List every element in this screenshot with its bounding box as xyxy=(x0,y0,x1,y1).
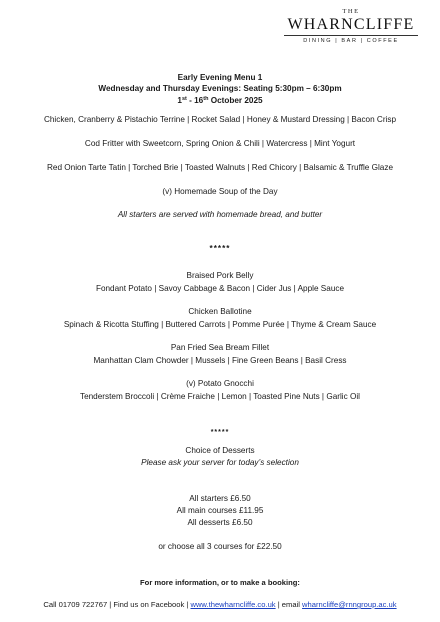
logo-tagline: DINING | BAR | COFFEE xyxy=(303,38,399,44)
logo-divider xyxy=(284,35,418,36)
date-end: October 2025 xyxy=(208,96,263,105)
date-day1: 1 xyxy=(177,96,182,105)
starter-item: Cod Fritter with Sweetcorn, Spring Onion & Chili | Watercress | Mint Yogurt xyxy=(84,139,356,148)
desserts-note: Please ask your server for today’s selection xyxy=(141,458,299,467)
price-desserts: All desserts £6.50 xyxy=(187,518,253,527)
footer-call: Call 01709 722767 | Find us on Facebook | xyxy=(43,600,191,609)
date-mid: - 16 xyxy=(186,96,204,105)
logo-the: THE xyxy=(342,8,360,15)
date-sup2: th xyxy=(203,96,209,102)
starters-note: All starters are served with homemade bread, and butter xyxy=(117,210,323,219)
main-desc: Fondant Potato | Savoy Cabbage & Bacon | Cider Jus | Apple Sauce xyxy=(95,284,345,293)
main-desc: Manhattan Clam Chowder | Mussels | Fine Green Beans | Basil Cress xyxy=(93,356,347,365)
price-combo: or choose all 3 courses for £22.50 xyxy=(158,542,282,551)
section-separator: ***** xyxy=(209,244,231,253)
main-name: Braised Pork Belly xyxy=(186,271,254,280)
main-name: Chicken Ballotine xyxy=(188,307,252,316)
starter-item: Chicken, Cranberry & Pistachio Terrine | Rocket Salad | Honey & Mustard Dressing | Bacon Crisp xyxy=(43,115,397,124)
section-separator: ***** xyxy=(210,429,230,436)
menu-title: Early Evening Menu 1 xyxy=(177,73,263,82)
price-mains: All main courses £11.95 xyxy=(176,506,264,515)
wharncliffe-logo xyxy=(280,8,422,45)
logo-name: WHARNCLIFFE xyxy=(287,16,415,33)
footer-contact xyxy=(0,599,440,610)
main-desc: Tenderstem Broccoli | Crème Fraiche | Lemon | Toasted Pine Nuts | Garlic Oil xyxy=(79,392,360,401)
footer-heading: For more information, or to make a booking: xyxy=(140,578,300,587)
website-link[interactable]: www.thewharncliffe.co.uk xyxy=(190,600,276,609)
menu-subtitle: Wednesday and Thursday Evenings: Seating 5:30pm – 6:30pm xyxy=(98,84,342,93)
date-sup1: st xyxy=(181,96,187,102)
footer-email-prefix: | email xyxy=(275,600,303,609)
starter-item: (v) Homemade Soup of the Day xyxy=(162,187,278,196)
price-starters: All starters £6.50 xyxy=(189,494,251,503)
desserts-title: Choice of Desserts xyxy=(185,446,255,455)
email-link[interactable]: wharncliffe@rnngroup.ac.uk xyxy=(302,600,397,609)
main-name: Pan Fried Sea Bream Fillet xyxy=(170,343,270,352)
main-name: (v) Potato Gnocchi xyxy=(186,379,254,388)
main-desc: Spinach & Ricotta Stuffing | Buttered Carrots | Pomme Purée | Thyme & Cream Sauce xyxy=(63,320,377,329)
menu-dates xyxy=(0,94,440,106)
starter-item: Red Onion Tarte Tatin | Torched Brie | Toasted Walnuts | Red Chicory | Balsamic & Truffle Glaze xyxy=(46,163,394,172)
